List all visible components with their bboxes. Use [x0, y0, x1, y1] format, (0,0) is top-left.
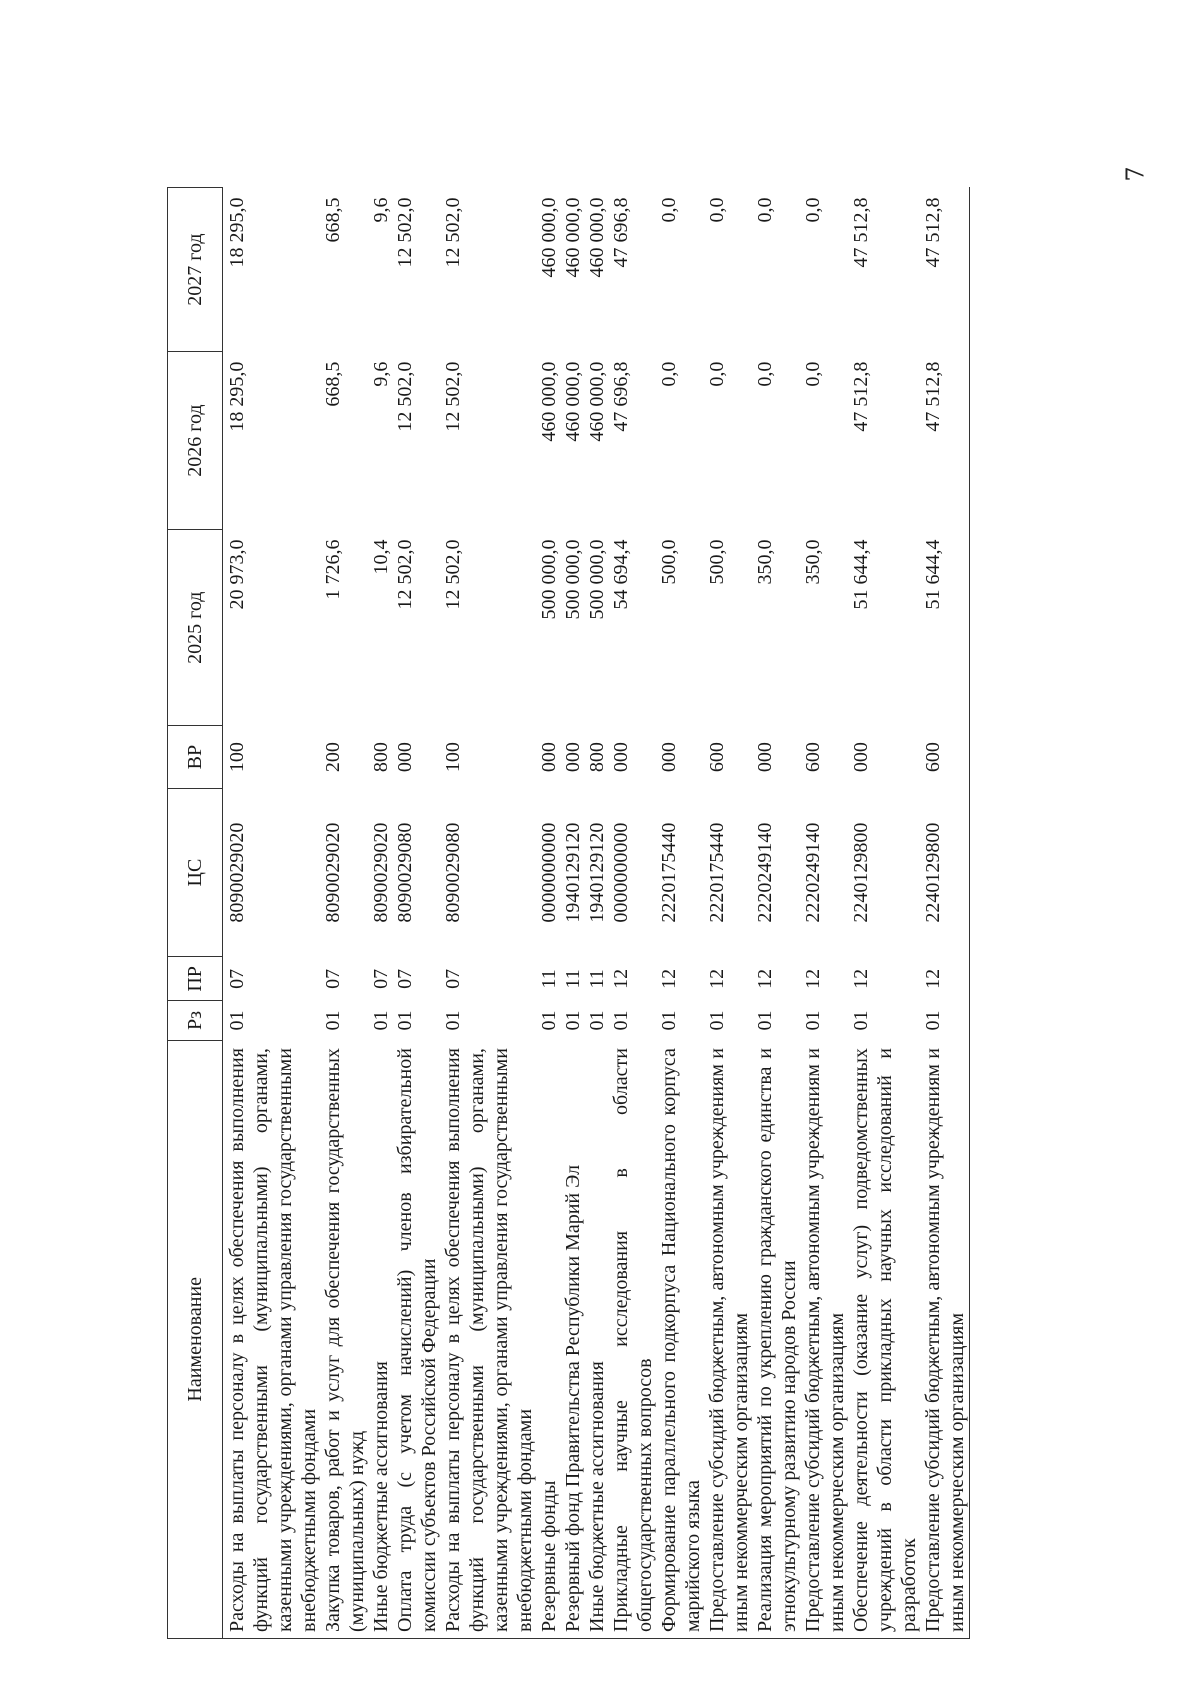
- cell-y2026: 0,0: [802, 361, 824, 387]
- cell-y2025: 10,4: [370, 539, 392, 575]
- cell-pr: 11: [538, 969, 560, 989]
- table-row: [223, 188, 322, 1639]
- cell-pr: 12: [802, 968, 824, 989]
- table-row: [561, 188, 585, 1639]
- cell-y2026: 668,5: [322, 361, 344, 407]
- table-row: [441, 188, 537, 1639]
- cell-name: Предоставление субсидий бюджетным, автономным учреждениям и иным некоммерческим организациям: [921, 1040, 970, 1638]
- cell-pr: 07: [442, 968, 464, 989]
- cell-cs: 2220249140: [802, 822, 824, 923]
- cell-rz: 01: [706, 1010, 728, 1031]
- cell-name: Расходы на выплаты персоналу в целях обеспечения выполнения функций государственными (муниципальными) органами, казенными учреждениями, органами управления государственными внебюджетными фондами: [223, 1040, 322, 1638]
- cell-rz: 01: [370, 1010, 392, 1031]
- cell-y2026: 47 696,8: [610, 361, 632, 432]
- cell-y2027: 0,0: [802, 197, 824, 223]
- cell-cs: 2240129800: [921, 788, 970, 957]
- cell-cs: 1940129120: [586, 822, 608, 923]
- cell-cs: 2220249140: [754, 822, 776, 923]
- cell-y2026: 18 295,0: [226, 361, 248, 432]
- cell-y2027: 0,0: [754, 197, 776, 223]
- cell-rz: 01: [921, 1001, 970, 1040]
- cell-y2027: 47 512,8: [921, 188, 970, 352]
- table-row: [849, 188, 921, 1639]
- cell-cs: 2240129800: [850, 822, 872, 923]
- cell-y2027: 0,0: [706, 197, 728, 223]
- table-row: [537, 188, 561, 1639]
- cell-y2025: 500,0: [658, 539, 680, 585]
- cell-y2025: 500 000,0: [586, 539, 608, 620]
- table-body: [223, 188, 970, 1639]
- cell-y2025: 20 973,0: [226, 539, 248, 610]
- cell-vr: 000: [394, 742, 416, 773]
- cell-rz: 01: [658, 1010, 680, 1031]
- cell-y2027: 12 502,0: [394, 197, 416, 268]
- cell-rz: 01: [802, 1010, 824, 1031]
- cell-cs: 8090029020: [370, 822, 392, 923]
- header-2025: 2025 год: [168, 530, 223, 726]
- cell-y2027: 0,0: [658, 197, 680, 223]
- cell-name: Резервные фонды: [537, 1040, 561, 1638]
- cell-y2026: 12 502,0: [394, 361, 416, 432]
- cell-name: Закупка товаров, работ и услуг для обеспечения государственных (муниципальных) нужд: [321, 1040, 369, 1638]
- cell-y2027: 668,5: [322, 197, 344, 243]
- cell-pr: 12: [754, 968, 776, 989]
- table-row: [321, 188, 369, 1639]
- header-2026: 2026 год: [168, 352, 223, 530]
- cell-cs: 8090029020: [226, 822, 248, 923]
- cell-vr: 800: [370, 742, 392, 773]
- cell-vr: 000: [754, 742, 776, 773]
- cell-cs: 8090029080: [394, 822, 416, 923]
- cell-y2026: 9,6: [370, 361, 392, 387]
- cell-cs: 1940129120: [562, 822, 584, 923]
- cell-vr: 100: [442, 742, 464, 773]
- cell-y2027: 460 000,0: [586, 197, 608, 278]
- cell-vr: 100: [226, 742, 248, 773]
- table-row: [609, 188, 657, 1639]
- cell-rz: 01: [586, 1010, 608, 1031]
- cell-y2026: 47 512,8: [850, 361, 872, 432]
- rotated-page-content: [167, 187, 1100, 1639]
- cell-name: Предоставление субсидий бюджетным, автономным учреждениям и иным некоммерческим организациям: [801, 1040, 849, 1638]
- cell-name: Реализация мероприятий по укреплению гражданского единства и этнокультурному развитию народов России: [753, 1040, 801, 1638]
- cell-name: Оплата труда (с учетом начислений) членов избирательной комиссии субъектов Российской Федерации: [393, 1040, 441, 1638]
- cell-pr: 11: [562, 969, 584, 989]
- cell-rz: 01: [850, 1010, 872, 1031]
- cell-y2026: 460 000,0: [586, 361, 608, 442]
- cell-rz: 01: [322, 1010, 344, 1031]
- cell-rz: 01: [610, 1010, 632, 1031]
- cell-rz: 01: [442, 1010, 464, 1031]
- cell-name: Иные бюджетные ассигнования: [585, 1040, 609, 1638]
- cell-vr: 000: [658, 742, 680, 773]
- cell-y2026: 0,0: [754, 361, 776, 387]
- cell-pr: 12: [610, 968, 632, 989]
- cell-cs: 0000000000: [538, 822, 560, 923]
- cell-name: Предоставление субсидий бюджетным, автономным учреждениям и иным некоммерческим организациям: [705, 1040, 753, 1638]
- cell-y2025: 350,0: [754, 539, 776, 585]
- cell-vr: 200: [322, 742, 344, 773]
- cell-y2025: 51 644,4: [850, 539, 872, 610]
- cell-y2026: 12 502,0: [442, 361, 464, 432]
- cell-name: Иные бюджетные ассигнования: [369, 1040, 393, 1638]
- cell-y2026: 460 000,0: [538, 361, 560, 442]
- cell-pr: 12: [921, 957, 970, 1001]
- cell-y2027: 12 502,0: [442, 197, 464, 268]
- cell-cs: 8090029080: [442, 822, 464, 923]
- cell-y2025: 500 000,0: [538, 539, 560, 620]
- cell-y2027: 9,6: [370, 197, 392, 223]
- cell-y2026: 47 512,8: [921, 352, 970, 530]
- cell-cs: 0000000000: [610, 822, 632, 923]
- cell-y2026: 460 000,0: [562, 361, 584, 442]
- cell-pr: 07: [394, 968, 416, 989]
- header-pr: ПР: [168, 957, 223, 1001]
- cell-name: Обеспечение деятельности (оказание услуг) подведомственных учреждений в области прикладных научных исследований и разработок: [849, 1040, 921, 1638]
- cell-rz: 01: [562, 1010, 584, 1031]
- cell-pr: 07: [370, 968, 392, 989]
- cell-vr: 800: [586, 742, 608, 773]
- cell-rz: 01: [226, 1010, 248, 1031]
- header-rz: Рз: [168, 1001, 223, 1040]
- table-row: [753, 188, 801, 1639]
- cell-y2026: 0,0: [706, 361, 728, 387]
- cell-y2025: 51 644,4: [921, 530, 970, 726]
- header-cs: ЦС: [168, 788, 223, 957]
- table-row: [369, 188, 393, 1639]
- table-row: [657, 188, 705, 1639]
- cell-vr: 600: [921, 726, 970, 788]
- cell-y2025: 500 000,0: [562, 539, 584, 620]
- cell-vr: 000: [562, 742, 584, 773]
- cell-vr: 000: [538, 742, 560, 773]
- cell-y2027: 47 696,8: [610, 197, 632, 268]
- table-row: [801, 188, 849, 1639]
- budget-table: [167, 187, 970, 1639]
- cell-y2027: 47 512,8: [850, 197, 872, 268]
- header-2027: 2027 год: [168, 188, 223, 352]
- header-name: Наименование: [168, 1040, 223, 1638]
- cell-pr: 07: [322, 968, 344, 989]
- cell-y2025: 1 726,6: [322, 539, 344, 600]
- table-row: [393, 188, 441, 1639]
- cell-pr: 12: [850, 968, 872, 989]
- cell-vr: 600: [706, 742, 728, 773]
- cell-y2025: 12 502,0: [394, 539, 416, 610]
- page-number: 7: [1121, 166, 1150, 182]
- cell-y2025: 54 694,4: [610, 539, 632, 610]
- cell-cs: 8090029020: [322, 822, 344, 923]
- cell-y2025: 350,0: [802, 539, 824, 585]
- cell-pr: 07: [226, 968, 248, 989]
- cell-vr: 600: [802, 742, 824, 773]
- cell-name: Прикладные научные исследования в области общегосударственных вопросов: [609, 1040, 657, 1638]
- cell-pr: 12: [706, 968, 728, 989]
- cell-y2025: 500,0: [706, 539, 728, 585]
- cell-pr: 12: [658, 968, 680, 989]
- cell-y2027: 18 295,0: [226, 197, 248, 268]
- table-row: [705, 188, 753, 1639]
- cell-y2027: 460 000,0: [538, 197, 560, 278]
- cell-name: Резервный фонд Правительства Республики Марий Эл: [561, 1040, 585, 1638]
- cell-rz: 01: [394, 1010, 416, 1031]
- table-header-row: [168, 188, 223, 1639]
- cell-vr: 000: [850, 742, 872, 773]
- cell-y2025: 12 502,0: [442, 539, 464, 610]
- header-vr: ВР: [168, 726, 223, 788]
- table-row: [585, 188, 609, 1639]
- cell-rz: 01: [754, 1010, 776, 1031]
- cell-y2027: 460 000,0: [562, 197, 584, 278]
- cell-name: Формирование параллельного подкорпуса Национального корпуса марийского языка: [657, 1040, 705, 1638]
- cell-pr: 11: [586, 969, 608, 989]
- cell-y2026: 0,0: [658, 361, 680, 387]
- cell-name: Расходы на выплаты персоналу в целях обеспечения выполнения функций государственными (муниципальными) органами, казенными учреждениями, органами управления государственными внебюджетными фондами: [441, 1040, 537, 1638]
- cell-cs: 2220175440: [658, 822, 680, 923]
- cell-cs: 2220175440: [706, 822, 728, 923]
- table-row: [921, 188, 970, 1639]
- cell-rz: 01: [538, 1010, 560, 1031]
- cell-vr: 000: [610, 742, 632, 773]
